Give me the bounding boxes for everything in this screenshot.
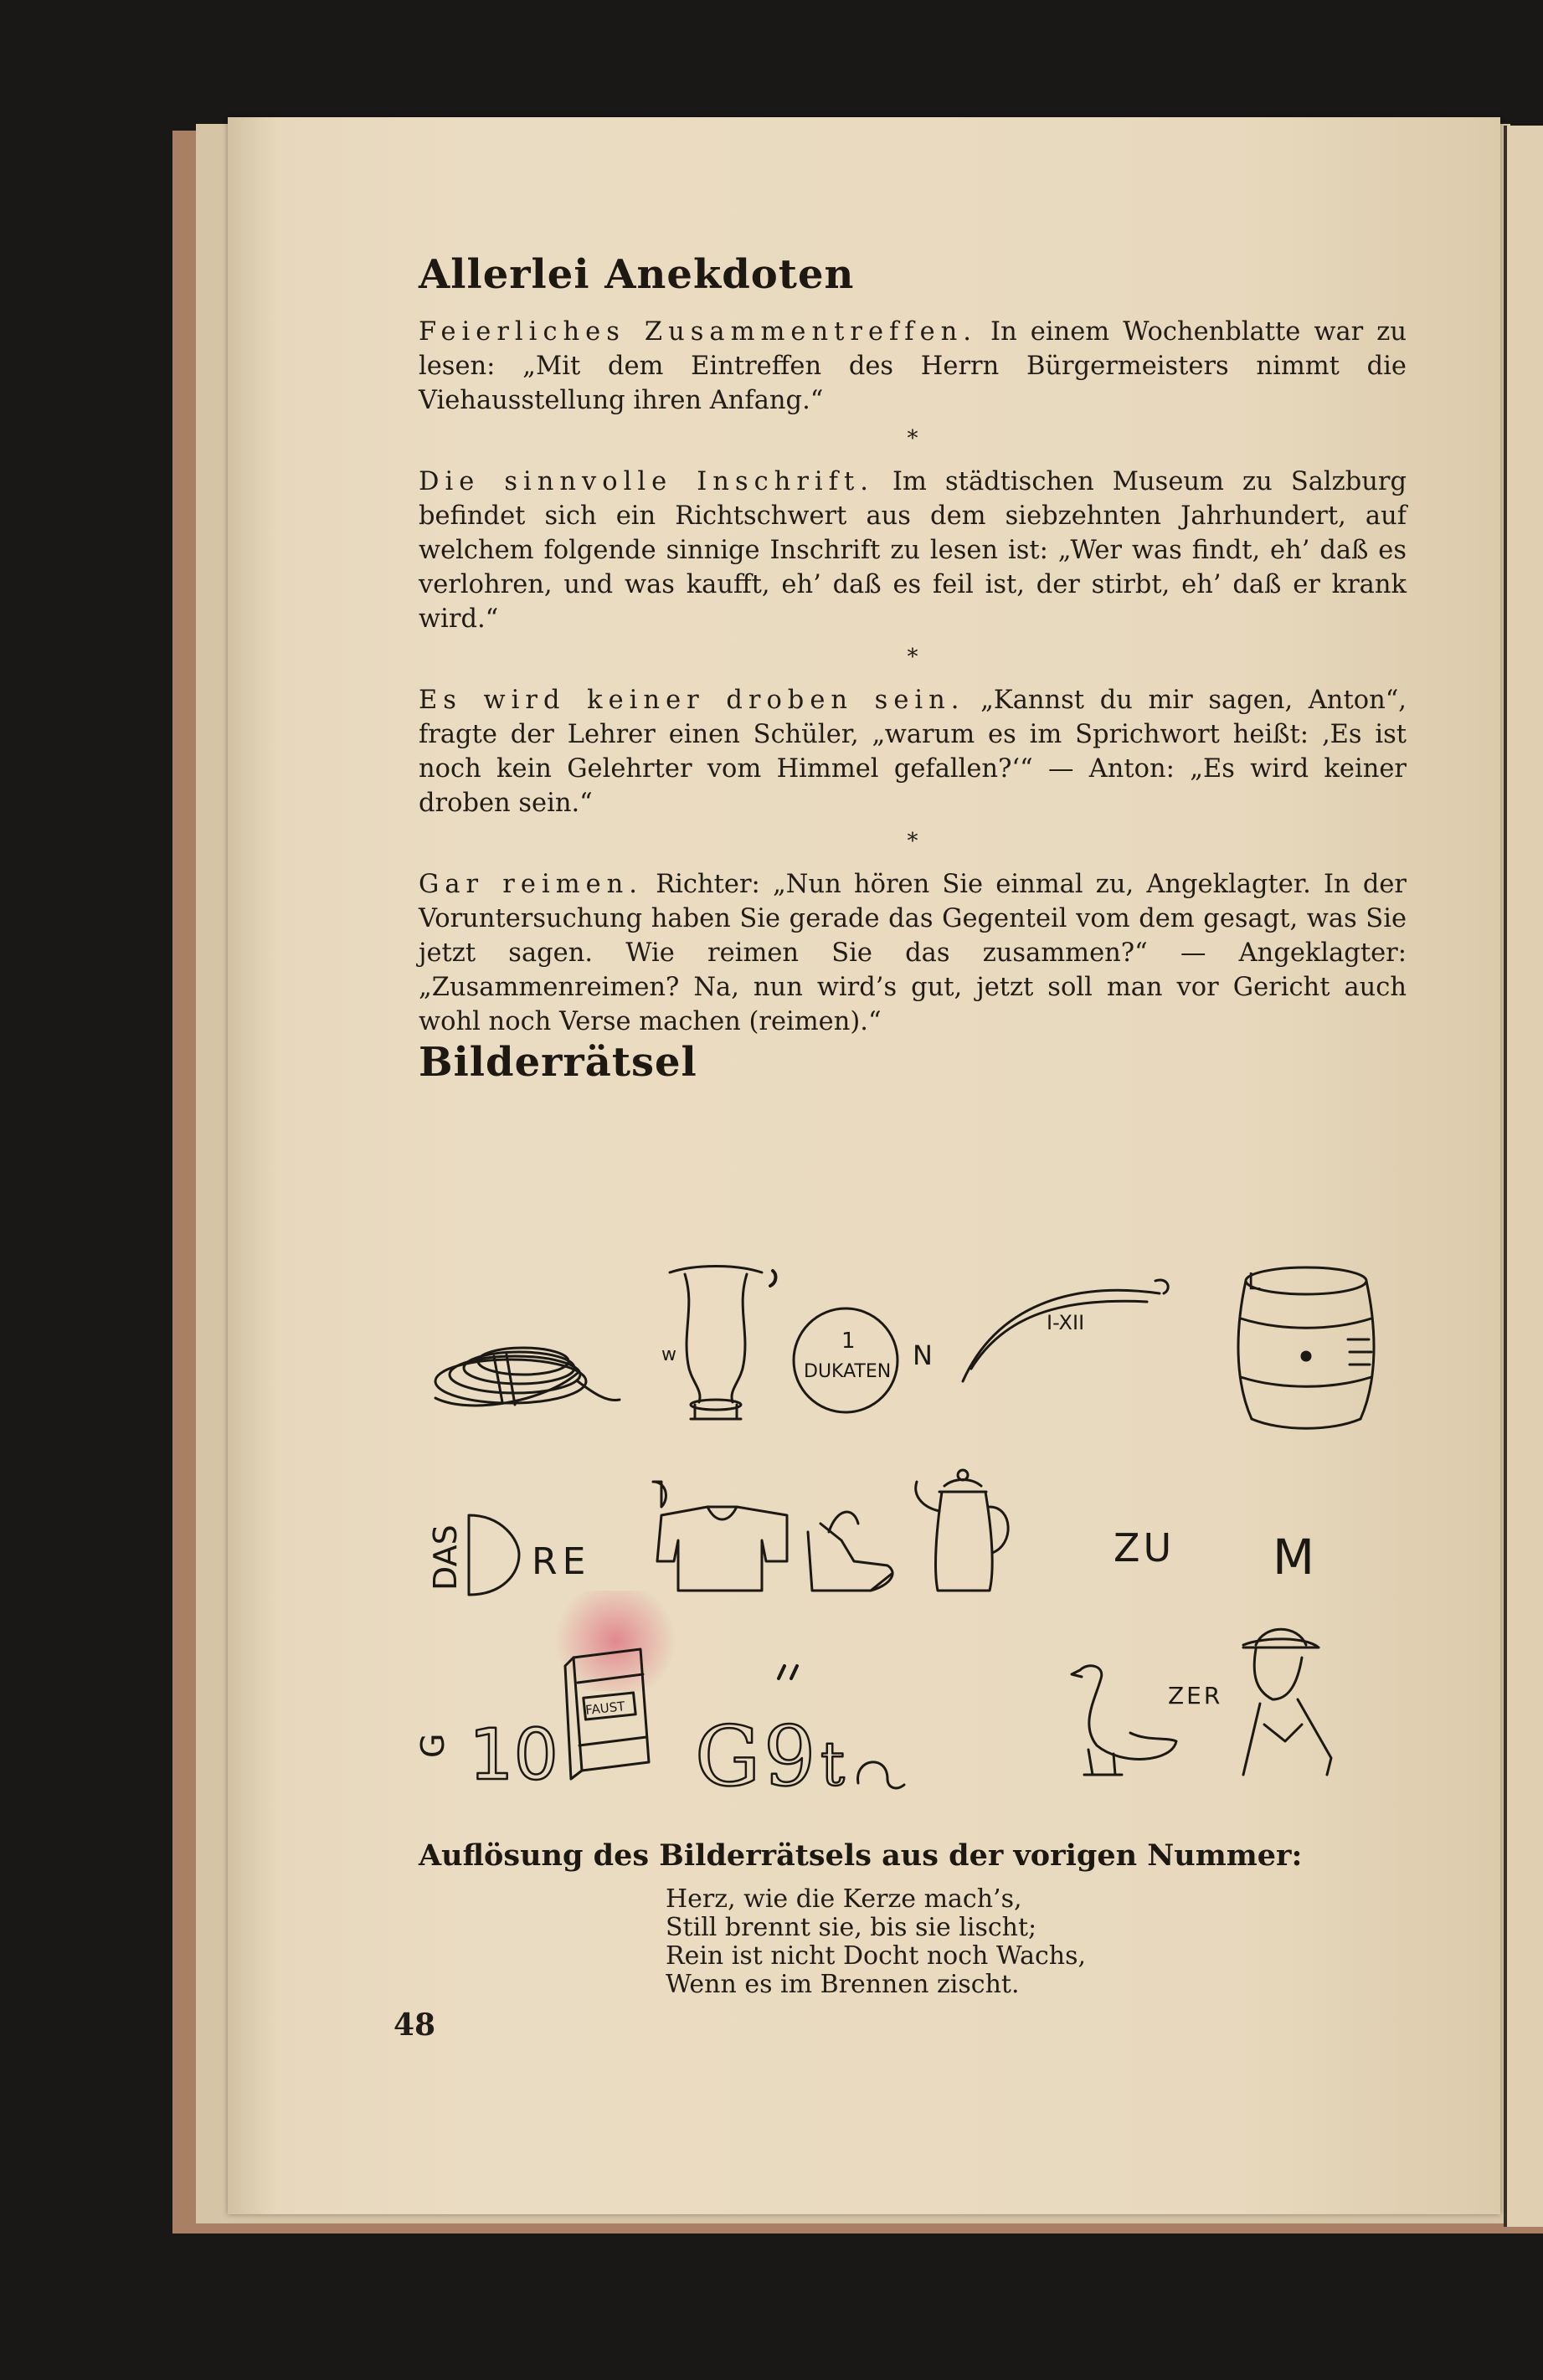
anecdote-4-title: Gar reimen. — [419, 870, 644, 899]
separator-star: * — [907, 829, 918, 854]
rebus-quote-marks — [779, 1666, 797, 1678]
man-portrait-icon — [1243, 1629, 1331, 1775]
rebus-w-letter: w — [661, 1344, 676, 1365]
rebus-big-d — [469, 1515, 519, 1595]
poem-line-1: Herz, wie die Kerze mach’s, — [666, 1884, 1022, 1914]
rebus-t: t — [820, 1729, 845, 1799]
coin-icon — [794, 1308, 898, 1412]
rebus-drawing — [414, 1256, 1407, 1825]
anecdote-4-text: Richter: „Nun hören Sie einmal zu, Angeklagter. In der Voruntersuchung haben Sie gerade das Gegenteil vom dem gesagt, was Sie jetzt sagen. Wie reimen Sie das zusammen?“ — Angeklagter: „Zusammenreimen? Na, nun wird’s gut, jetzt soll man vor Gericht auch wohl noch Verse machen (reimen).“ — [419, 870, 1407, 1036]
goose-icon — [1072, 1666, 1176, 1775]
anecdote-3-text: „Kannst du mir sagen, Anton“, fragte der Lehrer einen Schüler, „warum es im Sprichwort heißt: ‚Es ist noch kein Gelehrter vom Himmel gefallen?‘“ — Anton: „Es wird keiner droben sein.“ — [419, 686, 1407, 818]
anecdote-1-title: Feierliches Zusammentreffen. — [419, 317, 977, 347]
page-number: 48 — [393, 2007, 436, 2043]
vase-icon — [670, 1267, 775, 1420]
rebus-g-rotated: G — [414, 1733, 451, 1758]
section-title: Allerlei Anekdoten — [419, 251, 855, 298]
anecdote-2-text: Im städtischen Museum zu Salzburg befindet sich ein Richtschwert aus dem siebzehnten Jahrhundert, auf welchem folgende sinnige Inschrift zu lesen ist: „Wer was findt, eh’ daß es verlohren, und was kaufft, eh’ daß es feil ist, der stirbt, eh’ daß er krank wird.“ — [419, 467, 1407, 634]
rebus-re: RE — [532, 1540, 591, 1583]
next-page-edge — [1507, 126, 1543, 2227]
separator-star: * — [907, 645, 918, 670]
poem-line-2: Still brennt sie, bis sie lischt; — [666, 1913, 1037, 1942]
rebus-l-letter: L — [1247, 1267, 1261, 1295]
rebus-zu: ZU — [1114, 1525, 1175, 1570]
coin-value: 1 — [841, 1329, 856, 1354]
clock-arc-icon — [963, 1280, 1168, 1381]
shirt-icon — [653, 1482, 787, 1591]
picture-riddle — [414, 1256, 1407, 1825]
anecdote-4 — [419, 867, 1407, 1039]
rebus-goethe-g: G — [695, 1709, 761, 1805]
rope-icon — [435, 1348, 620, 1406]
anecdote-2 — [419, 465, 1407, 636]
rebus-m: M — [1273, 1529, 1315, 1586]
poem-line-4: Wenn es im Brennen zischt. — [666, 1970, 1020, 1999]
rebus-goethe-nine: 9 — [764, 1709, 816, 1805]
coffee-pot-icon — [916, 1470, 1008, 1591]
book-label: FAUST — [584, 1699, 626, 1718]
anecdote-3-title: Es wird keiner droben sein. — [419, 686, 965, 715]
solution-poem — [666, 1885, 1086, 1999]
riddle-title: Bilderrätsel — [419, 1039, 697, 1086]
book-icon — [565, 1649, 649, 1779]
rebus-scribble — [858, 1762, 904, 1788]
hand-icon — [808, 1512, 892, 1591]
poem-line-3: Rein ist nicht Docht noch Wachs, — [666, 1941, 1087, 1971]
anecdote-3 — [419, 683, 1407, 820]
solution-title: Auflösung des Bilderrätsels aus der vorigen Nummer: — [419, 1838, 1303, 1873]
separator-star: * — [907, 426, 918, 451]
coin-label: DUKATEN — [804, 1361, 892, 1382]
rebus-n-letter: N — [913, 1339, 933, 1371]
rebus-ten: 10 — [469, 1714, 558, 1796]
clock-numerals: I-XII — [1047, 1311, 1085, 1334]
anecdote-2-title: Die sinnvolle Inschrift. — [419, 467, 874, 496]
page-content — [419, 251, 1407, 1086]
rebus-zer: ZER — [1168, 1682, 1223, 1709]
rebus-das-vertical: DAS — [427, 1524, 464, 1591]
anecdote-1 — [419, 315, 1407, 418]
anecdote-1-text: In einem Wochenblatte war zu lesen: „Mit dem Eintreffen des Herrn Bürgermeisters nimmt die Viehausstellung ihren Anfang.“ — [419, 317, 1407, 415]
